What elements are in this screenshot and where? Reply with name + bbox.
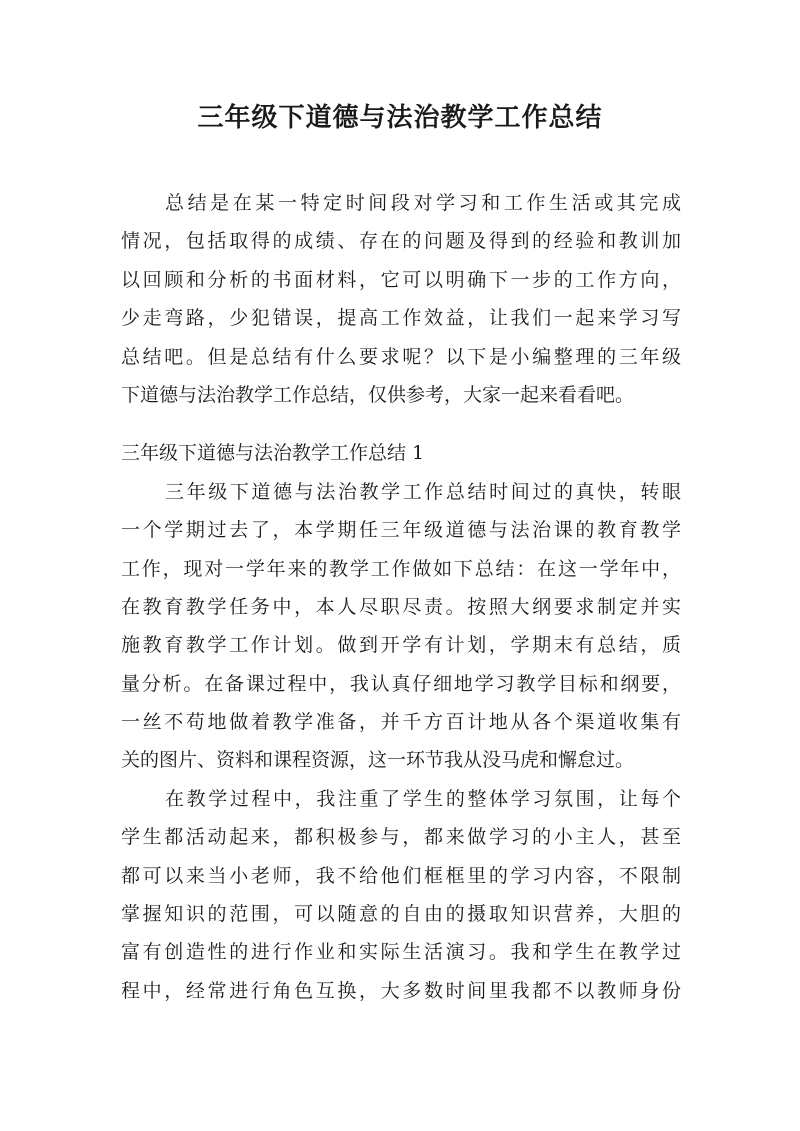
paragraph-line: 关的图片、资料和课程资源，这一环节我从没马虎和懈怠过。	[121, 749, 635, 772]
paragraph-1	[121, 473, 681, 780]
intro-line: 以回顾和分析的书面材料，它可以明确下一步的工作方向，	[121, 268, 681, 291]
paragraph-line: 掌握知识的范围，可以随意的自由的摄取知识营养，大胆的	[121, 903, 681, 926]
document-title: 三年级下道德与法治教学工作总结	[197, 103, 603, 133]
paragraph-line: 三年级下道德与法治教学工作总结时间过的真快，转眼	[165, 480, 681, 503]
paragraph-line: 富有创造性的进行作业和实际生活演习。我和学生在教学过	[121, 941, 681, 964]
paragraph-line: 量分析。在备课过程中，我认真仔细地学习教学目标和纲要，	[121, 672, 681, 695]
paragraph-line: 一个学期过去了，本学期任三年级道德与法治课的教育教学	[121, 519, 681, 542]
section-heading: 三年级下道德与法治教学工作总结 1	[121, 442, 425, 465]
intro-line: 总结是在某一特定时间段对学习和工作生活或其完成	[165, 192, 681, 214]
document-body	[121, 184, 681, 1010]
intro-line: 少走弯路，少犯错误，提高工作效益，让我们一起来学习写	[121, 307, 681, 330]
paragraph-line: 在教育教学任务中，本人尽职尽责。按照大纲要求制定并实	[121, 595, 681, 618]
paragraph-line: 施教育教学工作计划。做到开学有计划，学期末有总结，质	[121, 634, 681, 657]
paragraph-line: 工作，现对一学年来的教学工作做如下总结：在这一学年中，	[121, 557, 681, 580]
intro-line: 下道德与法治教学工作总结，仅供参考，大家一起来看看吧。	[121, 383, 635, 406]
paragraph-line: 程中，经常进行角色互换，大多数时间里我都不以教师身份	[121, 979, 681, 1002]
paragraph-2	[121, 780, 681, 1010]
paragraph-line: 都可以来当小老师，我不给他们框框里的学习内容，不限制	[121, 864, 681, 887]
intro-line: 总结吧。但是总结有什么要求呢？以下是小编整理的三年级	[121, 345, 681, 368]
intro-line: 情况，包括取得的成绩、存在的问题及得到的经验和教训加	[121, 230, 681, 253]
paragraph-line: 一丝不苟地做着教学准备，并千方百计地从各个渠道收集有	[121, 711, 681, 734]
intro-paragraph	[121, 184, 681, 414]
paragraph-line: 在教学过程中，我注重了学生的整体学习氛围，让每个	[165, 787, 681, 810]
paragraph-line: 学生都活动起来，都积极参与，都来做学习的小主人，甚至	[121, 826, 681, 849]
